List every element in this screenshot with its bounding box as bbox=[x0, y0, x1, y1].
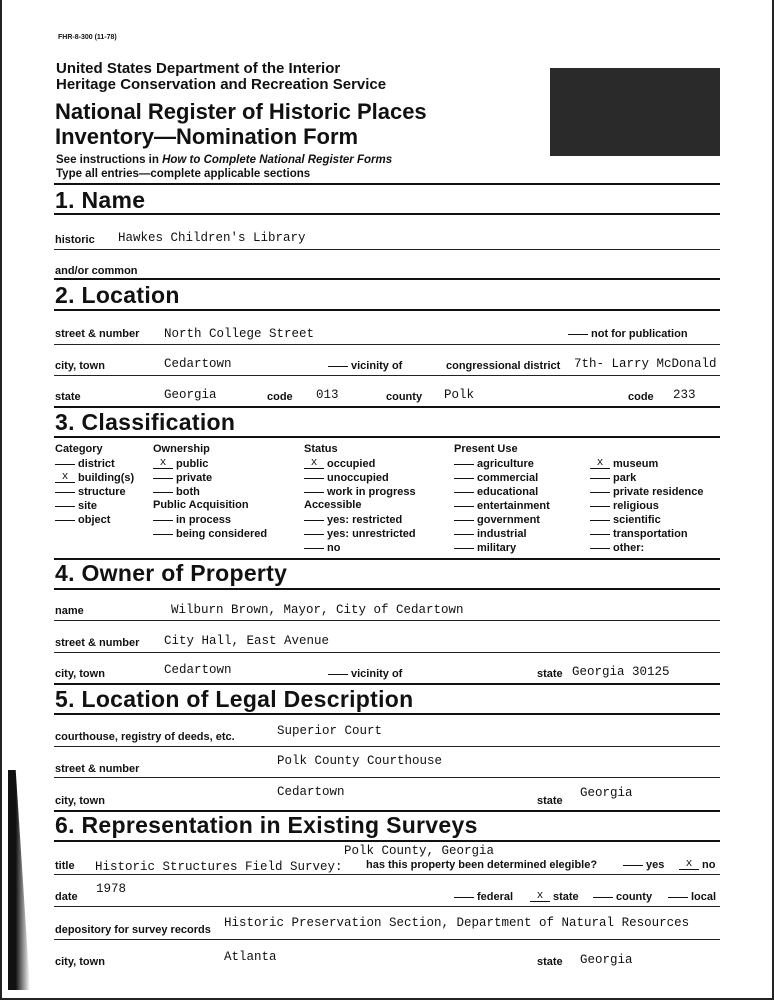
checkbox-blank[interactable] bbox=[454, 492, 474, 493]
ownership-label: public bbox=[176, 458, 209, 470]
county-level-label: county bbox=[616, 891, 653, 903]
accessible-label: yes: restricted bbox=[327, 514, 403, 526]
street-number-value: North College Street bbox=[164, 327, 315, 341]
category-option bbox=[55, 472, 134, 484]
present-use-label: military bbox=[477, 542, 517, 554]
ownership-option bbox=[153, 472, 212, 484]
not-for-publication bbox=[568, 328, 688, 340]
checkbox-blank[interactable] bbox=[454, 506, 474, 507]
records-state-label: state bbox=[537, 956, 563, 968]
survey-title-top: Polk County, Georgia bbox=[344, 844, 495, 858]
section-2-heading: 2. Location bbox=[55, 282, 180, 308]
present-use-option bbox=[590, 500, 659, 512]
present-use-option bbox=[590, 472, 636, 484]
present-use-option bbox=[454, 500, 550, 512]
ownership-option bbox=[153, 458, 208, 470]
records-state-value: Georgia bbox=[580, 953, 633, 967]
checkbox-blank[interactable] bbox=[454, 478, 474, 479]
status-option bbox=[304, 472, 389, 484]
no-label: no bbox=[702, 859, 716, 871]
checkbox-blank[interactable] bbox=[568, 334, 588, 335]
checkbox-blank[interactable] bbox=[454, 548, 474, 549]
page-border-left bbox=[0, 0, 2, 1000]
legal-street-label: street & number bbox=[55, 763, 140, 775]
checkbox-blank[interactable] bbox=[593, 897, 613, 898]
city-town-value: Cedartown bbox=[164, 357, 232, 371]
present-use-label: park bbox=[613, 472, 637, 484]
legal-street-value: Polk County Courthouse bbox=[277, 754, 443, 768]
city-town-label: city, town bbox=[55, 360, 105, 372]
checkbox-blank[interactable] bbox=[328, 674, 348, 675]
checkbox-blank[interactable] bbox=[153, 534, 173, 535]
rule bbox=[54, 746, 720, 747]
checkbox-blank[interactable] bbox=[153, 492, 173, 493]
rule bbox=[54, 249, 720, 250]
rule bbox=[54, 588, 720, 590]
checkbox-blank[interactable]: x bbox=[55, 473, 75, 483]
county-code-label: code bbox=[628, 391, 654, 403]
checkbox-blank[interactable]: x bbox=[590, 459, 610, 469]
accessible-label: no bbox=[327, 542, 341, 554]
checkbox-blank[interactable] bbox=[153, 478, 173, 479]
present-use-label: government bbox=[477, 514, 540, 526]
rule bbox=[54, 309, 720, 311]
category-heading: Category bbox=[55, 443, 103, 455]
historic-label: historic bbox=[55, 234, 95, 246]
checkbox-blank[interactable]: x bbox=[153, 459, 173, 469]
vicinity-label: vicinity of bbox=[351, 668, 403, 680]
form-title-1: National Register of Historic Places bbox=[55, 99, 427, 124]
present-use-option bbox=[590, 486, 704, 498]
status-label: unoccupied bbox=[327, 472, 389, 484]
courthouse-value: Superior Court bbox=[277, 724, 383, 738]
present-use-heading: Present Use bbox=[454, 443, 518, 455]
agency-stamp-block bbox=[550, 68, 720, 156]
checkbox-blank[interactable]: x bbox=[530, 892, 550, 902]
legal-state-label: state bbox=[537, 795, 563, 807]
present-use-option bbox=[454, 542, 516, 554]
rule bbox=[54, 213, 720, 215]
legal-city-label: city, town bbox=[55, 795, 105, 807]
present-use-option bbox=[454, 514, 540, 526]
checkbox-blank[interactable] bbox=[590, 520, 610, 521]
section-5-heading: 5. Location of Legal Description bbox=[55, 686, 414, 712]
ownership-label: private bbox=[176, 472, 213, 484]
rule bbox=[54, 278, 720, 280]
eligible-yes bbox=[623, 859, 664, 871]
rule bbox=[54, 183, 720, 185]
category-label: object bbox=[78, 514, 111, 526]
checkbox-blank[interactable] bbox=[304, 534, 324, 535]
checkbox-blank[interactable] bbox=[55, 464, 75, 465]
level-local bbox=[668, 891, 716, 903]
ownership-label: both bbox=[176, 486, 200, 498]
acquisition-option bbox=[153, 514, 231, 526]
rule bbox=[54, 652, 720, 653]
checkbox-blank[interactable] bbox=[304, 520, 324, 521]
category-option bbox=[55, 458, 115, 470]
accessible-heading: Accessible bbox=[304, 499, 362, 511]
checkbox-blank[interactable] bbox=[590, 548, 610, 549]
checkbox-blank[interactable] bbox=[55, 520, 75, 521]
state-value: Georgia bbox=[164, 388, 217, 402]
rule bbox=[54, 874, 720, 875]
present-use-label: scientific bbox=[613, 514, 661, 526]
checkbox-blank[interactable] bbox=[454, 464, 474, 465]
present-use-label: industrial bbox=[477, 528, 527, 540]
present-use-option bbox=[590, 528, 688, 540]
acquisition-option bbox=[153, 528, 267, 540]
present-use-label: agriculture bbox=[477, 458, 534, 470]
level-state bbox=[530, 891, 579, 903]
level-county bbox=[593, 891, 652, 903]
owner-state-value: Georgia 30125 bbox=[572, 665, 670, 679]
owner-name-value: Wilburn Brown, Mayor, City of Cedartown bbox=[171, 603, 464, 617]
eligible-no bbox=[679, 859, 715, 871]
category-option bbox=[55, 514, 110, 526]
checkbox-blank[interactable] bbox=[454, 897, 474, 898]
section-6-heading: 6. Representation in Existing Surveys bbox=[55, 812, 478, 838]
survey-title-value: Historic Structures Field Survey: bbox=[95, 860, 343, 874]
present-use-option bbox=[454, 472, 538, 484]
section-3-heading: 3. Classification bbox=[55, 409, 236, 435]
federal-label: federal bbox=[477, 891, 514, 903]
instructions-title: How to Complete National Register Forms bbox=[162, 154, 393, 166]
common-name-label: and/or common bbox=[55, 265, 138, 277]
checkbox-blank[interactable] bbox=[590, 478, 610, 479]
street-number-label: street & number bbox=[55, 328, 140, 340]
rule bbox=[54, 436, 720, 438]
present-use-option bbox=[590, 514, 661, 526]
instructions-prefix: See instructions in bbox=[56, 154, 163, 166]
category-label: building(s) bbox=[78, 472, 135, 484]
instructions-line-2: Type all entries—complete applicable sections bbox=[56, 168, 311, 180]
checkbox-blank[interactable] bbox=[623, 865, 643, 866]
owner-street-label: street & number bbox=[55, 637, 140, 649]
county-label: county bbox=[386, 391, 423, 403]
vicinity-label: vicinity of bbox=[351, 360, 403, 372]
owner-city-value: Cedartown bbox=[164, 663, 232, 677]
not-for-publication-label: not for publication bbox=[591, 328, 688, 340]
accessible-option bbox=[304, 528, 416, 540]
present-use-label: transportation bbox=[613, 528, 688, 540]
owner-state-label: state bbox=[537, 668, 563, 680]
records-city-label: city, town bbox=[55, 956, 105, 968]
present-use-option bbox=[590, 458, 658, 470]
form-number: FHR-8-300 (11-78) bbox=[58, 34, 117, 41]
checkbox-blank[interactable] bbox=[153, 520, 173, 521]
accessible-option bbox=[304, 542, 340, 554]
category-option bbox=[55, 500, 97, 512]
category-option bbox=[55, 486, 126, 498]
legal-state-value: Georgia bbox=[580, 786, 633, 800]
survey-date-label: date bbox=[55, 891, 78, 903]
checkbox-blank[interactable] bbox=[304, 478, 324, 479]
owner-vicinity bbox=[328, 668, 402, 680]
legal-city-value: Cedartown bbox=[277, 785, 345, 799]
owner-city-label: city, town bbox=[55, 668, 105, 680]
owner-street-value: City Hall, East Avenue bbox=[164, 634, 330, 648]
rule bbox=[54, 906, 720, 907]
acquisition-label: in process bbox=[176, 514, 232, 526]
present-use-label: other: bbox=[613, 542, 645, 554]
ownership-option bbox=[153, 486, 200, 498]
county-value: Polk bbox=[444, 388, 475, 402]
checkbox-blank[interactable] bbox=[590, 506, 610, 507]
yes-label: yes bbox=[646, 859, 665, 871]
category-label: district bbox=[78, 458, 115, 470]
checkbox-blank[interactable] bbox=[55, 506, 75, 507]
state-code-label: code bbox=[267, 391, 293, 403]
section-1-heading: 1. Name bbox=[55, 187, 146, 213]
category-label: site bbox=[78, 500, 97, 512]
county-code-value: 233 bbox=[673, 388, 696, 402]
state-label: state bbox=[55, 391, 81, 403]
status-label: work in progress bbox=[327, 486, 416, 498]
depository-value: Historic Preservation Section, Department of Natural Resources bbox=[224, 916, 690, 930]
checkbox-blank[interactable] bbox=[590, 492, 610, 493]
checkbox-blank[interactable] bbox=[55, 492, 75, 493]
rule bbox=[54, 683, 720, 685]
survey-title-label: title bbox=[55, 860, 75, 872]
rule bbox=[54, 375, 720, 376]
eligible-question: has this property been determined elegible? bbox=[366, 859, 598, 871]
checkbox-blank[interactable] bbox=[328, 366, 348, 367]
state-code-value: 013 bbox=[316, 388, 339, 402]
checkbox-blank[interactable] bbox=[590, 534, 610, 535]
present-use-option bbox=[454, 486, 538, 498]
present-use-label: religious bbox=[613, 500, 659, 512]
present-use-label: commercial bbox=[477, 472, 539, 484]
present-use-label: private residence bbox=[613, 486, 704, 498]
checkbox-blank[interactable] bbox=[304, 548, 324, 549]
present-use-option bbox=[454, 458, 534, 470]
congressional-district-value: 7th- Larry McDonald bbox=[574, 357, 717, 371]
level-federal bbox=[454, 891, 513, 903]
status-label: occupied bbox=[327, 458, 376, 470]
congressional-district-label: congressional district bbox=[446, 360, 561, 372]
checkbox-blank[interactable]: x bbox=[679, 860, 699, 870]
scan-shadow bbox=[8, 770, 30, 990]
rule bbox=[54, 620, 720, 621]
rule bbox=[54, 406, 720, 408]
acquisition-label: being considered bbox=[176, 528, 268, 540]
present-use-option bbox=[454, 528, 527, 540]
instructions-line-1 bbox=[56, 154, 392, 166]
courthouse-label: courthouse, registry of deeds, etc. bbox=[55, 731, 235, 743]
checkbox-blank[interactable] bbox=[454, 534, 474, 535]
rule bbox=[54, 344, 720, 345]
form-title-2: Inventory—Nomination Form bbox=[55, 124, 359, 149]
status-option bbox=[304, 486, 416, 498]
rule bbox=[54, 840, 720, 842]
agency-line-1: United States Department of the Interior bbox=[56, 60, 341, 77]
agency-line-2: Heritage Conservation and Recreation Service bbox=[56, 76, 387, 93]
owner-name-label: name bbox=[55, 605, 84, 617]
checkbox-blank[interactable]: x bbox=[304, 459, 324, 469]
checkbox-blank[interactable] bbox=[454, 520, 474, 521]
accessible-label: yes: unrestricted bbox=[327, 528, 416, 540]
state-level-label: state bbox=[553, 891, 579, 903]
status-option bbox=[304, 458, 375, 470]
vicinity-of bbox=[328, 360, 402, 372]
checkbox-blank[interactable] bbox=[668, 897, 688, 898]
depository-label: depository for survey records bbox=[55, 924, 211, 936]
status-heading: Status bbox=[304, 443, 338, 455]
rule bbox=[54, 939, 720, 940]
historic-name-value: Hawkes Children's Library bbox=[118, 231, 306, 245]
records-city-value: Atlanta bbox=[224, 950, 277, 964]
rule bbox=[54, 777, 720, 778]
survey-date-value: 1978 bbox=[96, 882, 127, 896]
local-level-label: local bbox=[691, 891, 717, 903]
present-use-option bbox=[590, 542, 644, 554]
present-use-label: entertainment bbox=[477, 500, 550, 512]
checkbox-blank[interactable] bbox=[304, 492, 324, 493]
present-use-label: educational bbox=[477, 486, 539, 498]
acquisition-heading: Public Acquisition bbox=[153, 499, 249, 511]
rule bbox=[54, 713, 720, 715]
category-label: structure bbox=[78, 486, 126, 498]
section-4-heading: 4. Owner of Property bbox=[55, 560, 288, 586]
accessible-option bbox=[304, 514, 402, 526]
ownership-heading: Ownership bbox=[153, 443, 210, 455]
present-use-label: museum bbox=[613, 458, 659, 470]
